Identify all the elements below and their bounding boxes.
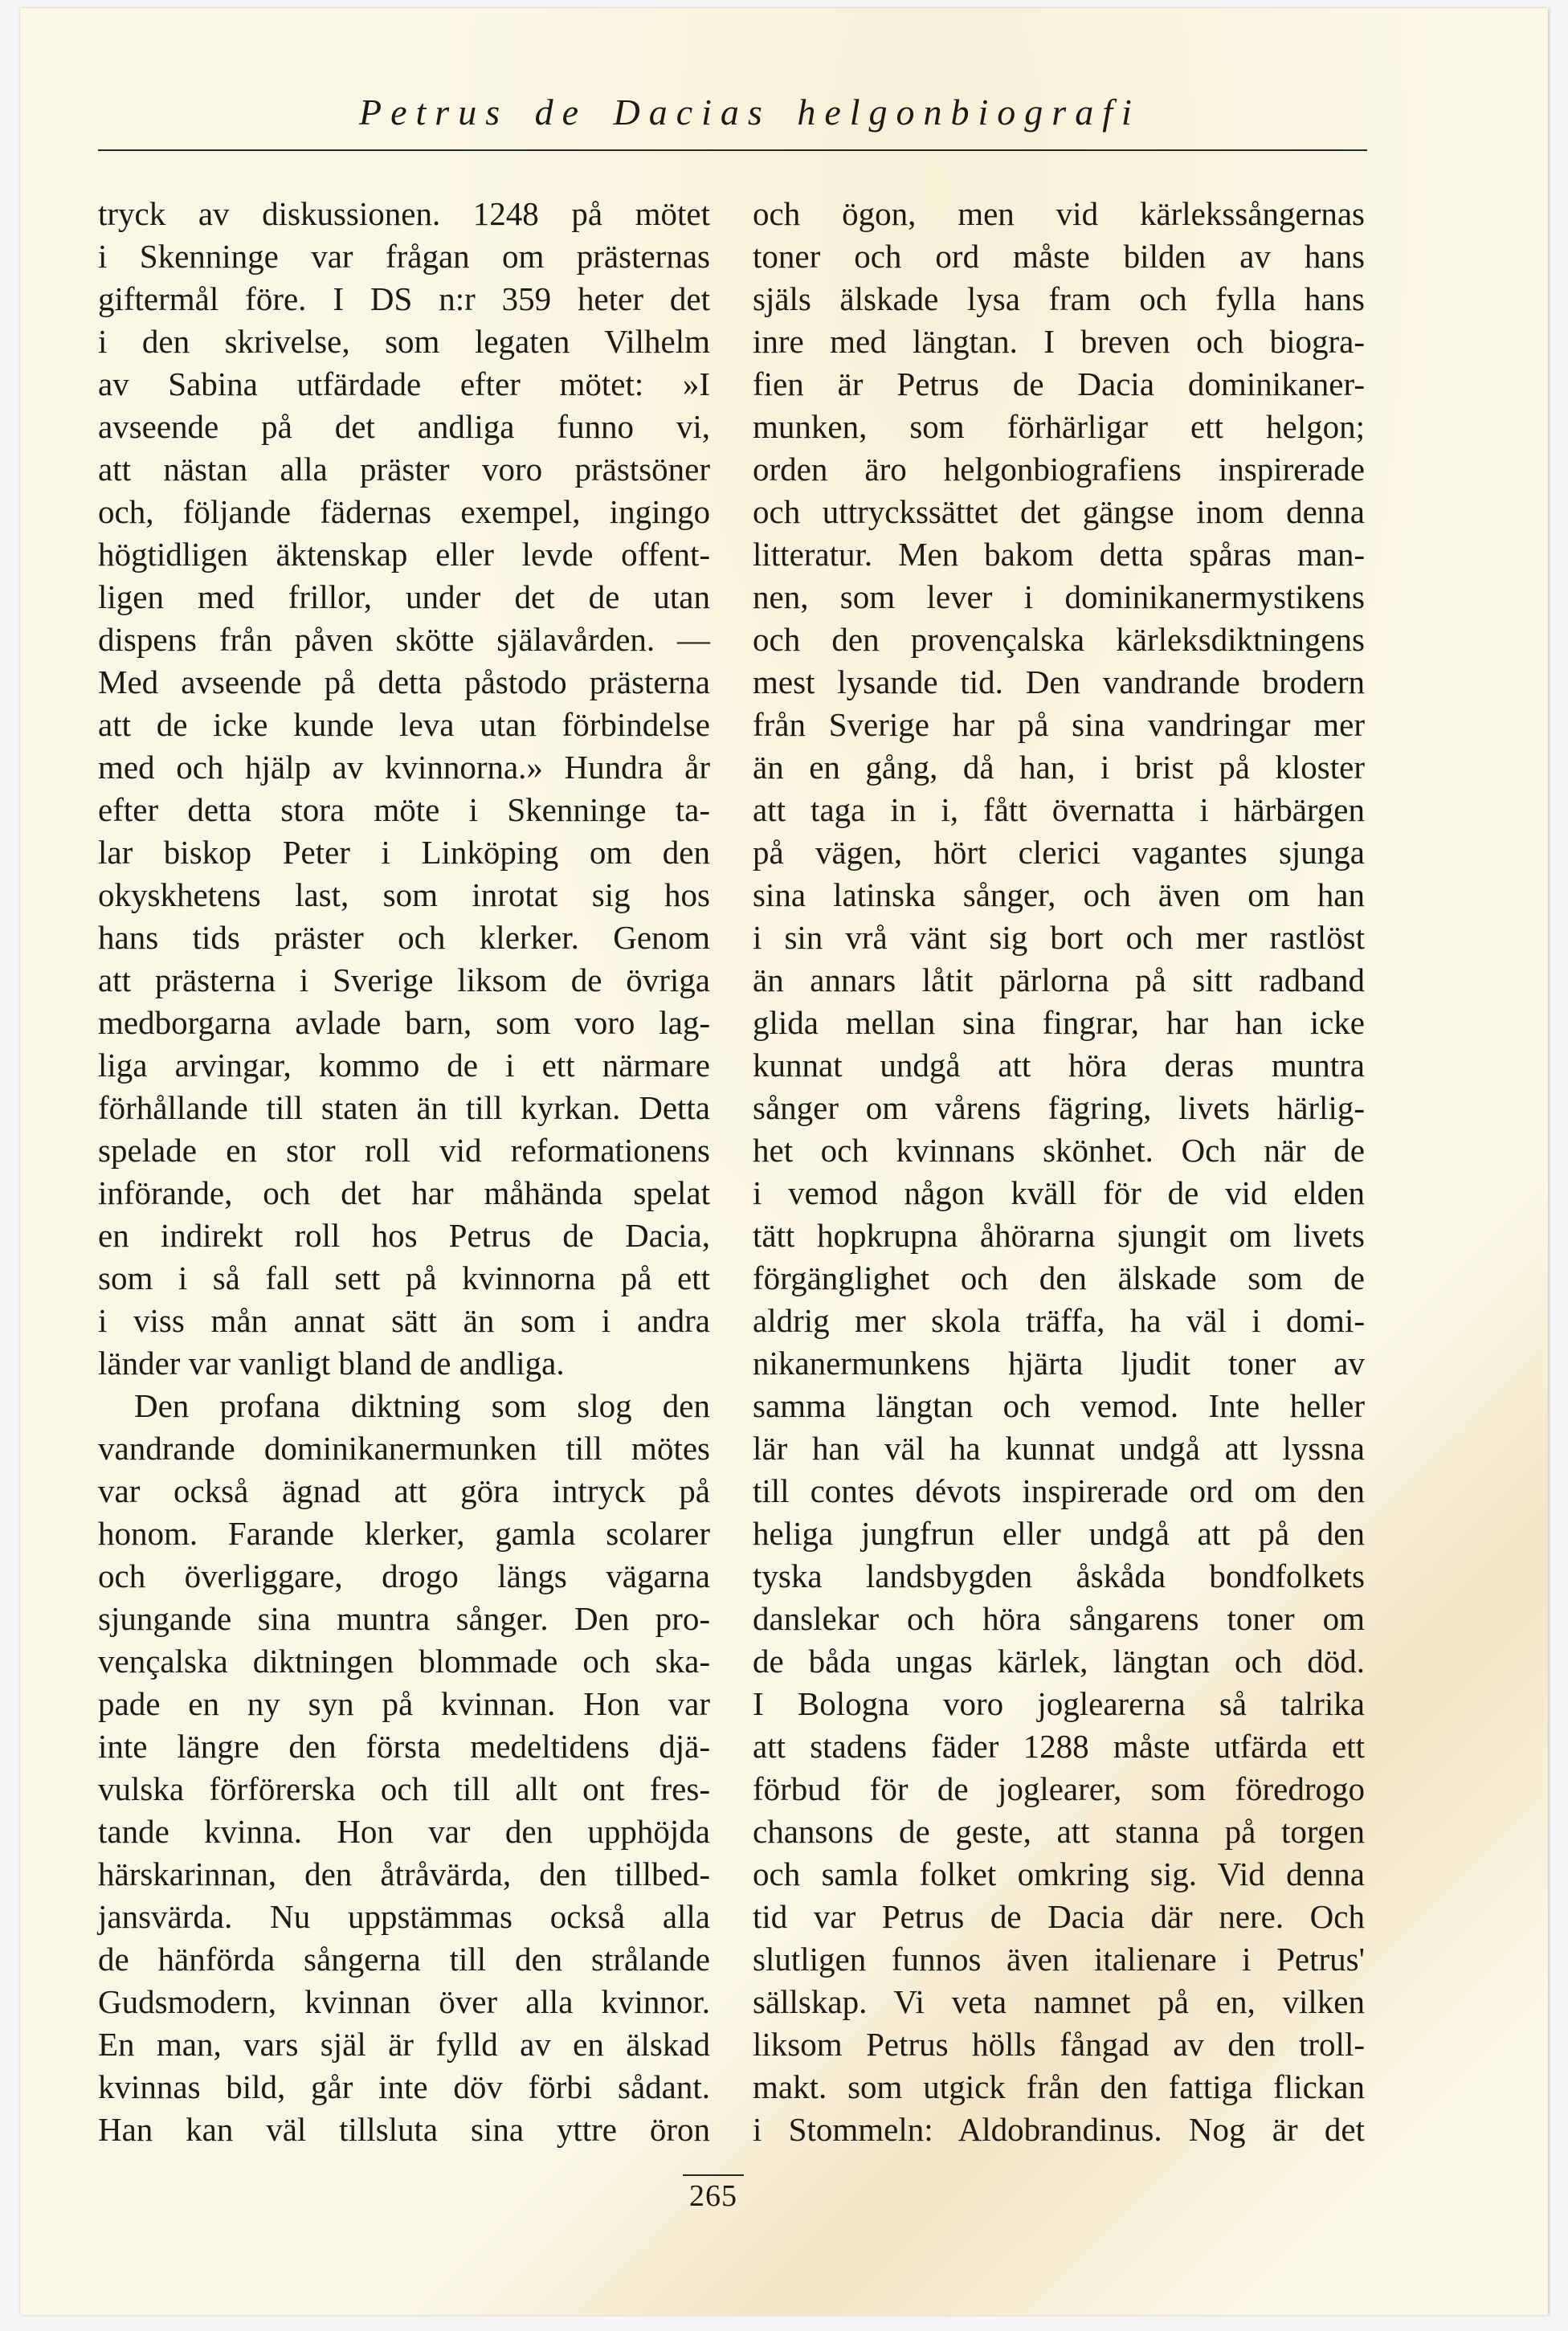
text-line: spelade en stor roll vid reformationens: [98, 1132, 710, 1169]
text-line: sällskap. Vi veta namnet på en, vilken: [753, 1983, 1365, 2020]
text-line: avseende på det andliga funno vi,: [98, 408, 710, 445]
text-line: var också ägnad att göra intryck på: [98, 1472, 710, 1509]
text-line: med och hjälp av kvinnorna.» Hundra år: [98, 749, 710, 786]
header-rule: [98, 149, 1367, 151]
text-line: fien är Petrus de Dacia dominikaner-: [753, 365, 1365, 402]
text-line: vençalska diktningen blommade och ska-: [98, 1643, 710, 1680]
page-number: 265: [689, 2179, 737, 2213]
text-line: och uttryckssättet det gängse inom denna: [753, 493, 1365, 530]
text-line: sina latinska sånger, och även om han: [753, 876, 1365, 913]
text-line: tätt hopkrupna åhörarna sjungit om livets: [753, 1217, 1365, 1254]
page-number-rule: [683, 2174, 744, 2176]
text-line: införande, och det har måhända spelat: [98, 1174, 710, 1211]
text-line: tid var Petrus de Dacia där nere. Och: [753, 1898, 1365, 1935]
text-line: dispens från påven skötte själavården. —: [98, 621, 710, 658]
text-line: och, följande fädernas exempel, ingingo: [98, 493, 710, 530]
text-line: heliga jungfrun eller undgå att på den: [753, 1515, 1365, 1552]
text-line: honom. Farande klerker, gamla scolarer: [98, 1515, 710, 1552]
text-line: sånger om vårens fägring, livets härlig-: [753, 1089, 1365, 1126]
text-line: glida mellan sina fingrar, har han icke: [753, 1004, 1365, 1041]
text-line: het och kvinnans skönhet. Och när de: [753, 1132, 1365, 1169]
right-column: [753, 193, 1365, 2151]
text-line: de båda ungas kärlek, längtan och död.: [753, 1643, 1365, 1680]
text-line: inre med längtan. I breven och biogra-: [753, 323, 1365, 360]
text-line: aldrig mer skola träffa, ha väl i domi-: [753, 1302, 1365, 1339]
text-line: toner och ord måste bilden av hans: [753, 238, 1365, 275]
text-line: i vemod någon kväll för de vid elden: [753, 1174, 1365, 1211]
text-line: i viss mån annat sätt än som i andra: [98, 1302, 710, 1339]
text-line: tyska landsbygden åskåda bondfolkets: [753, 1557, 1365, 1594]
text-line: och överliggare, drogo längs vägarna: [98, 1557, 710, 1594]
text-line: i Stommeln: Aldobrandinus. Nog är det: [753, 2111, 1365, 2148]
text-line: kvinnas bild, går inte döv förbi sådant.: [98, 2068, 710, 2105]
text-line: tande kvinna. Hon var den upphöjda: [98, 1813, 710, 1850]
text-line: kunnat undgå att höra deras muntra: [753, 1047, 1365, 1084]
text-line: pade en ny syn på kvinnan. Hon var: [98, 1685, 710, 1722]
text-line: ligen med frillor, under det de utan: [98, 578, 710, 615]
text-line: till contes dévots inspirerade ord om den: [753, 1472, 1365, 1509]
text-line: giftermål före. I DS n:r 359 heter det: [98, 280, 710, 317]
text-line: En man, vars själ är fylld av en älskad: [98, 2026, 710, 2063]
text-line: sjungande sina muntra sånger. Den pro-: [98, 1600, 710, 1637]
text-line: nikanermunkens hjärta ljudit toner av: [753, 1345, 1365, 1382]
text-line: lär han väl ha kunnat undgå att lyssna: [753, 1430, 1365, 1467]
text-line: och den provençalska kärleksdiktningens: [753, 621, 1365, 658]
text-line: än en gång, då han, i brist på kloster: [753, 749, 1365, 786]
text-line: nen, som lever i dominikanermystikens: [753, 578, 1365, 615]
text-line: förgänglighet och den älskade som de: [753, 1259, 1365, 1296]
text-line: att stadens fäder 1288 måste utfärda ett: [753, 1728, 1365, 1765]
text-line: i den skrivelse, som legaten Vilhelm: [98, 323, 710, 360]
text-line: högtidligen äktenskap eller levde offent-: [98, 536, 710, 573]
text-line: tryck av diskussionen. 1248 på mötet: [98, 195, 710, 232]
text-line: av Sabina utfärdade efter mötet: »I: [98, 365, 710, 402]
text-line: danslekar och höra sångarens toner om: [753, 1600, 1365, 1637]
text-line: Med avseende på detta påstodo prästerna: [98, 663, 710, 700]
left-column: [98, 193, 710, 2151]
text-line: som i så fall sett på kvinnorna på ett: [98, 1259, 710, 1296]
text-line: jansvärda. Nu uppstämmas också alla: [98, 1898, 710, 1935]
text-line: samma längtan och vemod. Inte heller: [753, 1387, 1365, 1424]
text-line: munken, som förhärligar ett helgon;: [753, 408, 1365, 445]
text-line: makt. som utgick från den fattiga flickan: [753, 2068, 1365, 2105]
text-line: Han kan väl tillsluta sina yttre öron: [98, 2111, 710, 2148]
text-line: och samla folket omkring sig. Vid denna: [753, 1855, 1365, 1892]
text-line: liksom Petrus hölls fångad av den troll-: [753, 2026, 1365, 2063]
text-line: att de icke kunde leva utan förbindelse: [98, 706, 710, 743]
text-line: en indirekt roll hos Petrus de Dacia,: [98, 1217, 710, 1254]
text-line: chansons de geste, att stanna på torgen: [753, 1813, 1365, 1850]
text-line: slutligen funnos även italienare i Petrus': [753, 1941, 1365, 1978]
text-line: lar biskop Peter i Linköping om den: [98, 834, 710, 871]
text-line: I Bologna voro joglearerna så talrika: [753, 1685, 1365, 1722]
text-line: vulska förförerska och till allt ont fres-: [98, 1770, 710, 1807]
text-line: de hänförda sångerna till den strålande: [98, 1941, 710, 1978]
text-line: från Sverige har på sina vandringar mer: [753, 706, 1365, 743]
text-line: litteratur. Men bakom detta spåras man-: [753, 536, 1365, 573]
text-line: än annars låtit pärlorna på sitt radband: [753, 961, 1365, 998]
text-line: att prästerna i Sverige liksom de övriga: [98, 961, 710, 998]
text-line: förhållande till staten än till kyrkan. Detta: [98, 1089, 710, 1126]
text-line: inte längre den första medeltidens djä-: [98, 1728, 710, 1765]
text-line: vandrande dominikanermunken till mötes: [98, 1430, 710, 1467]
text-line: hans tids präster och klerker. Genom: [98, 919, 710, 956]
text-line: förbud för de joglearer, som föredrogo: [753, 1770, 1365, 1807]
text-line: orden äro helgonbiografiens inspirerade: [753, 451, 1365, 488]
text-line: på vägen, hört clerici vagantes sjunga: [753, 834, 1365, 871]
text-line: efter detta stora möte i Skenninge ta-: [98, 791, 710, 828]
text-line: i sin vrå vänt sig bort och mer rastlöst: [753, 919, 1365, 956]
text-line: i Skenninge var frågan om prästernas: [98, 238, 710, 275]
paragraph-end-line: länder var vanligt bland de andliga.: [98, 1345, 565, 1382]
text-line: härskarinnan, den åtråvärda, den tillbed-: [98, 1855, 710, 1892]
text-line: mest lysande tid. Den vandrande brodern: [753, 663, 1365, 700]
text-line: att nästan alla präster voro prästsöner: [98, 451, 710, 488]
text-line: liga arvingar, kommo de i ett närmare: [98, 1047, 710, 1084]
text-line: själs älskade lysa fram och fylla hans: [753, 280, 1365, 317]
text-line: och ögon, men vid kärlekssångernas: [753, 195, 1365, 232]
paragraph-start-line: Den profana diktning som slog den: [134, 1387, 710, 1424]
text-line: okyskhetens last, som inrotat sig hos: [98, 876, 710, 913]
text-line: att taga in i, fått övernatta i härbärgen: [753, 791, 1365, 828]
text-line: medborgarna avlade barn, som voro lag-: [98, 1004, 710, 1041]
running-head: Petrus de Dacias helgonbiografi: [359, 92, 1141, 133]
text-line: Gudsmodern, kvinnan över alla kvinnor.: [98, 1983, 710, 2020]
